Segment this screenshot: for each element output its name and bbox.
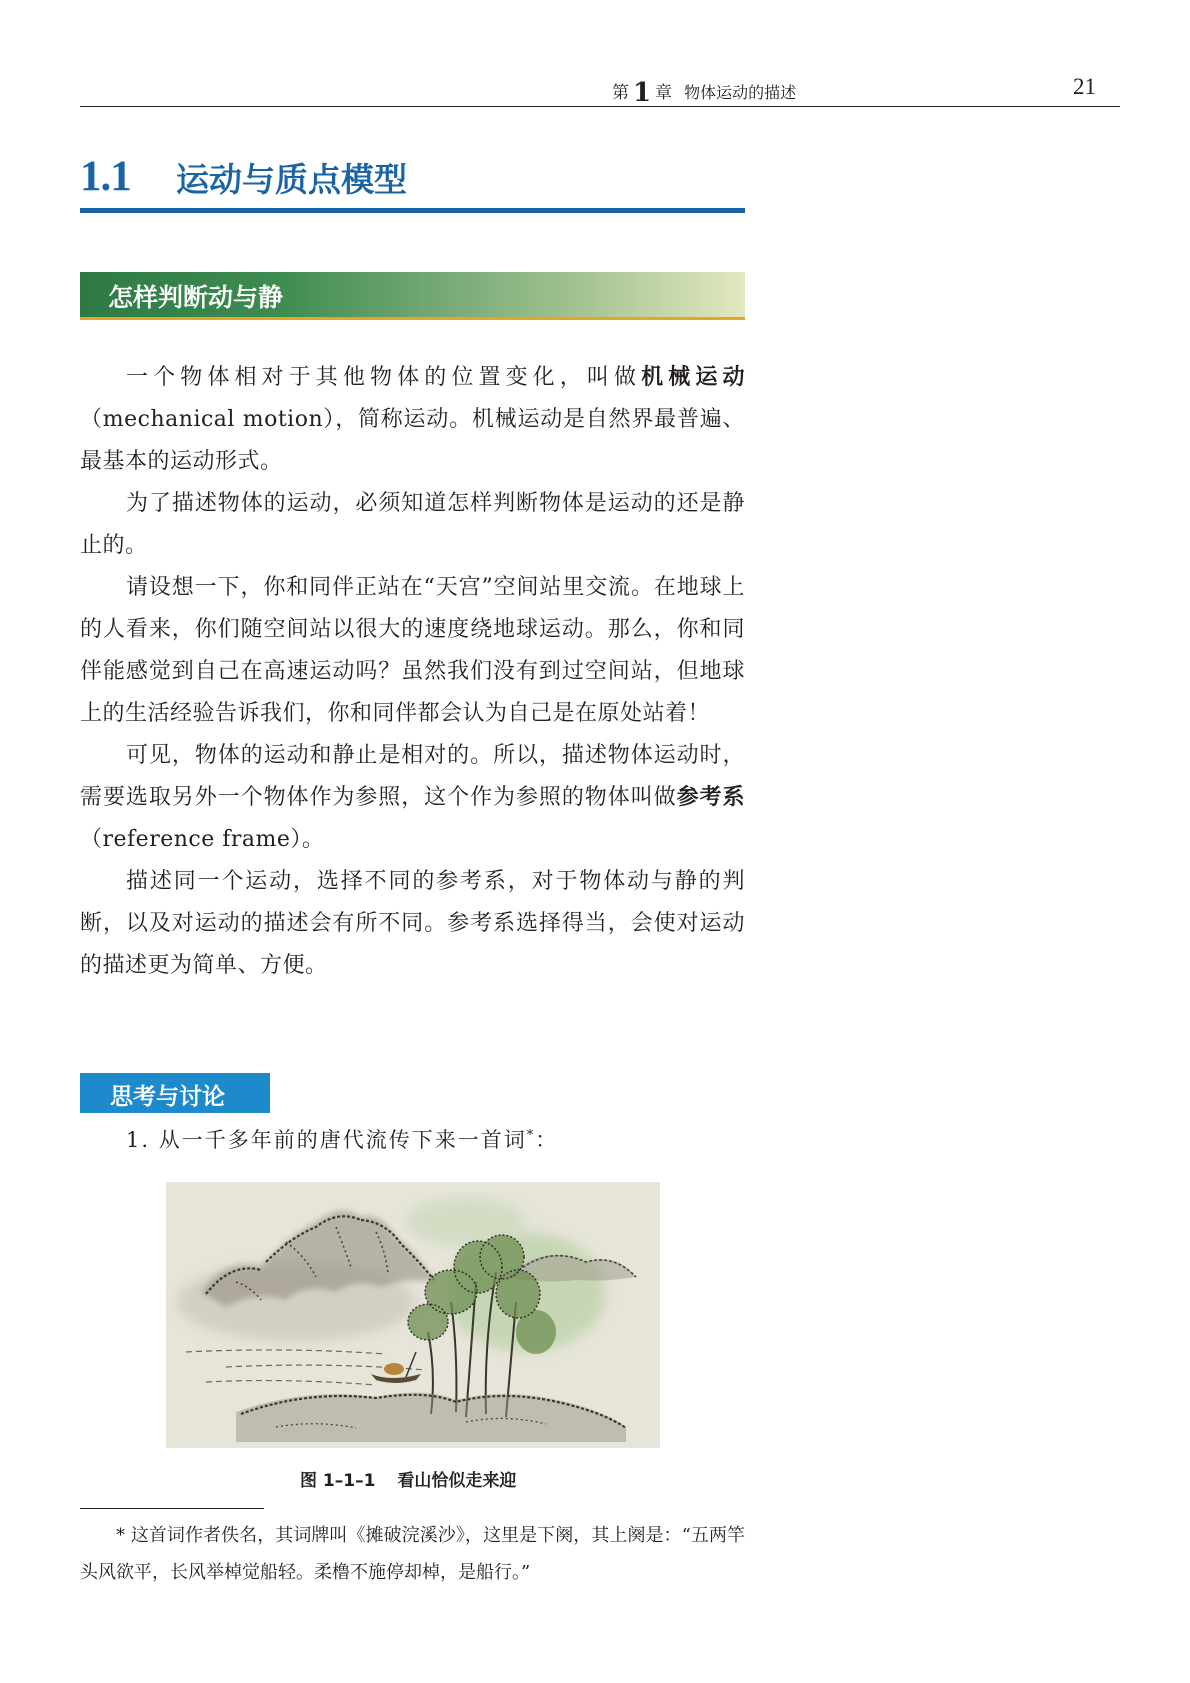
term-reference-frame: 参考系	[676, 785, 745, 810]
running-header	[80, 72, 1120, 107]
question-1-text: 1. 从一千多年前的唐代流传下来一首词	[126, 1128, 527, 1152]
footnote-marker: *	[526, 1128, 536, 1143]
paragraph-2: 为了描述物体的运动，必须知道怎样判断物体是运动的还是静止的。	[80, 491, 745, 558]
footnote	[80, 1517, 745, 1591]
chapter-label	[612, 78, 796, 108]
figure-label: 图 1–1–1	[300, 1471, 376, 1491]
paragraph-4-text-b: （reference frame）。	[80, 827, 325, 852]
landscape-illustration	[166, 1182, 660, 1448]
discussion-label	[80, 1073, 270, 1113]
discussion-label-text: 思考与讨论	[110, 1084, 225, 1110]
landscape-drawing	[166, 1182, 660, 1448]
page-number: 21	[1073, 74, 1096, 99]
section-number: 1.1	[80, 153, 131, 200]
section-heading	[80, 150, 745, 213]
paragraph-5: 描述同一个运动，选择不同的参考系，对于物体动与静的判断，以及对运动的描述会有所不同。参考系选择得当，会使对运动的描述更为简单、方便。	[80, 869, 745, 978]
term-mechanical-motion: 机械运动	[641, 365, 745, 390]
paragraph-1-text-b: （mechanical motion），简称运动。机械运动是自然界最普遍、最基本的运动形式。	[80, 407, 745, 474]
figure-caption-text: 看山恰似走来迎	[397, 1471, 517, 1491]
section-title: 运动与质点模型	[176, 160, 407, 199]
chapter-prefix: 第	[612, 83, 629, 103]
body-text	[80, 357, 745, 987]
paragraph-1-text-a: 一个物体相对于其他物体的位置变化，叫做	[126, 365, 642, 390]
paragraph-4	[80, 735, 745, 861]
chapter-suffix: 章	[655, 83, 673, 103]
footnote-rule	[80, 1508, 264, 1509]
subsection-title: 怎样判断动与静	[108, 283, 284, 312]
paragraph-1	[80, 357, 745, 483]
question-1-end: ：	[535, 1128, 559, 1152]
question-1	[126, 1124, 558, 1154]
footnote-text: * 这首词作者佚名，其词牌叫《摊破浣溪沙》，这里是下阕，其上阕是：“五两竿头风欲平，长风举棹觉船轻。柔橹不施停却棹，是船行。”	[80, 1525, 745, 1583]
paragraph-4-text-a: 可见，物体的运动和静止是相对的。所以，描述物体运动时，需要选取另外一个物体作为参照，这个作为参照的物体叫做	[80, 743, 745, 810]
chapter-number: 1	[633, 78, 652, 108]
subsection-banner	[80, 272, 745, 320]
figure-caption	[300, 1466, 516, 1491]
paragraph-3: 请设想一下，你和同伴正站在“天宫”空间站里交流。在地球上的人看来，你们随空间站以很大的速度绕地球运动。那么，你和同伴能感觉到自己在高速运动吗？虽然我们没有到过空间站，但地球上的生活经验告诉我们，你和同伴都会认为自己是在原处站着！	[80, 575, 745, 726]
chapter-title: 物体运动的描述	[684, 83, 797, 102]
